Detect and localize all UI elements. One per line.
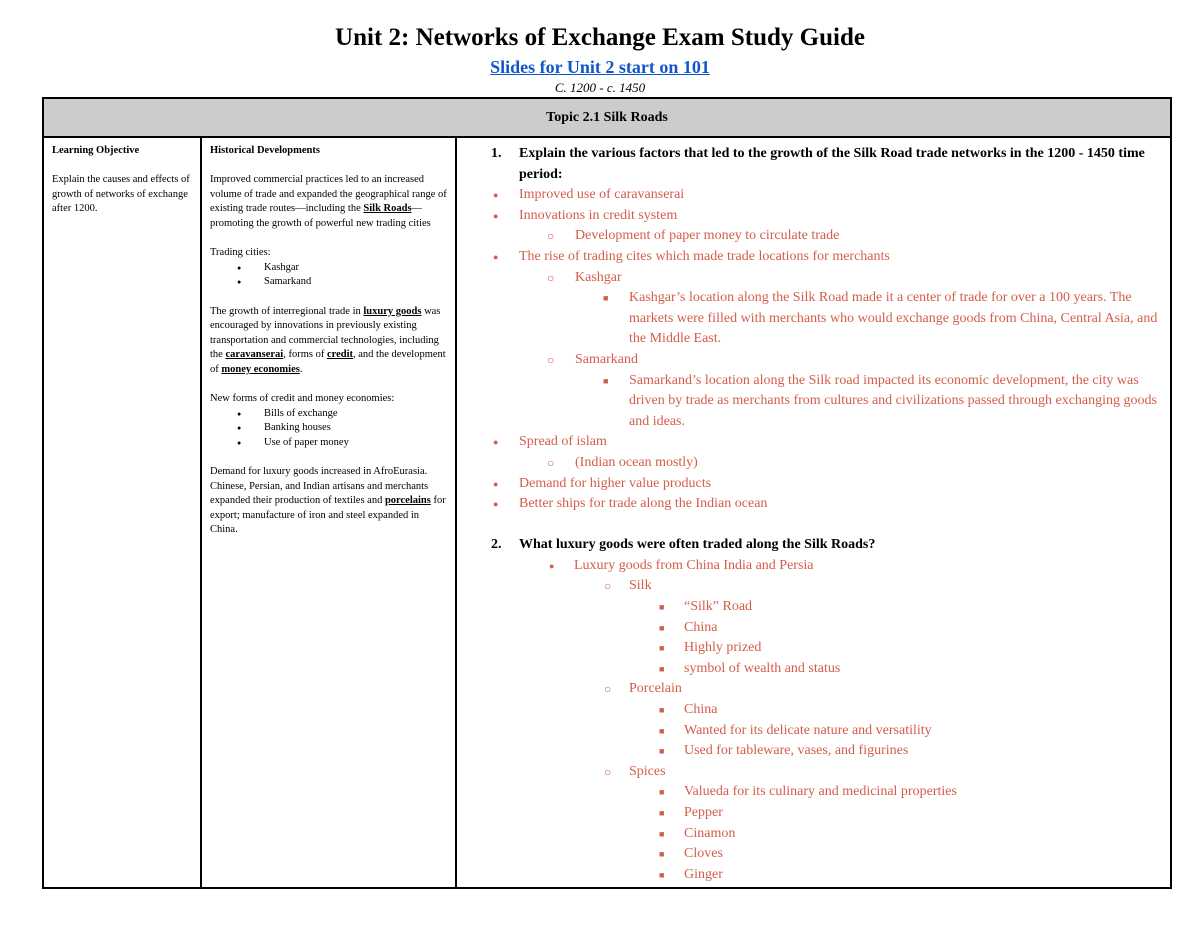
list-item: ● The rise of trading cites which made trade locations for merchants bbox=[493, 248, 890, 264]
list-item: ● Demand for higher value products bbox=[493, 475, 712, 491]
list-item: ■ Samarkand’s location along the Silk road impacted its economic development, the city was driven by trade as merchants from cultures and civilizations passed through exchanging goods and ideas. bbox=[603, 372, 1157, 429]
questions-cell bbox=[456, 137, 1171, 888]
trading-cities-label: Trading cities: bbox=[210, 247, 271, 259]
list-item: ■ Cinamon bbox=[659, 825, 736, 841]
list-item: ■ Kashgar’s location along the Silk Road made it a center of trade for over a 100 years. The markets were filled with merchants who would exchange goods from China, Central Asia, and the Middle East. bbox=[603, 290, 1158, 347]
date-range: C. 1200 - c. 1450 bbox=[554, 80, 646, 95]
list-item: ■ Used for tableware, vases, and figurines bbox=[659, 743, 909, 759]
list-item: ■ China bbox=[659, 619, 718, 635]
list-item: ● Improved use of caravanserai bbox=[493, 187, 685, 203]
list-item: ○ Silk bbox=[604, 578, 652, 594]
slides-link-line bbox=[0, 57, 1200, 78]
list-item: ● Kashgar bbox=[210, 261, 449, 276]
list-item: ○ Samarkand bbox=[547, 351, 638, 367]
question-1: 1. Explain the various factors that led to the growth of the Silk Road trade networks in the 1200 - 1450 time period: bbox=[491, 146, 1145, 182]
slides-link[interactable]: Slides for Unit 2 start on 101 bbox=[490, 57, 710, 77]
trading-cities-list bbox=[210, 261, 449, 290]
historical-paragraph-3: Demand for luxury goods increased in AfroEurasia. Chinese, Persian, and Indian artisans and merchants expanded their production of textiles and porcelains for export; manufacture of iron and steel expanded in China. bbox=[210, 466, 446, 536]
list-item: ● Innovations in credit system bbox=[493, 207, 678, 223]
list-item: ■ Cloves bbox=[659, 846, 723, 862]
list-item: ■ Ginger bbox=[659, 866, 723, 882]
list-item: ● Better ships for trade along the Indian ocean bbox=[493, 496, 768, 512]
list-item: ● Samarkand bbox=[210, 275, 449, 290]
list-item: ● Spread of islam bbox=[493, 434, 607, 450]
historical-paragraph-1: Improved commercial practices led to an increased volume of trade and expanded the geographical range of existing trade routes—including the Silk Roads—promoting the growth of powerful new trading cities bbox=[210, 174, 447, 229]
list-item: ■ Wanted for its delicate nature and versatility bbox=[659, 722, 932, 738]
list-item: ○ Porcelain bbox=[604, 681, 682, 697]
list-item: ● Use of paper money bbox=[210, 436, 449, 451]
list-item: ● Luxury goods from China India and Persia bbox=[549, 557, 814, 573]
learning-objective-heading: Learning Objective bbox=[52, 145, 140, 156]
silk-roads-term: Silk Roads bbox=[363, 203, 412, 215]
list-item: ■ Valueda for its culinary and medicinal properties bbox=[659, 784, 957, 800]
historical-paragraph-2: The growth of interregional trade in luxury goods was encouraged by innovations in previously existing transportation and commercial technologies, including the caravanserai, forms of credit, and the development of money economies. bbox=[210, 305, 446, 375]
list-item: ■ China bbox=[659, 702, 718, 718]
list-item: ■ “Silk” Road bbox=[659, 599, 753, 615]
page-title: Unit 2: Networks of Exchange Exam Study Guide bbox=[335, 24, 865, 51]
learning-objective-text: Explain the causes and effects of growth of networks of exchange after 1200. bbox=[52, 174, 190, 215]
learning-objective-cell bbox=[43, 137, 201, 888]
credit-label: New forms of credit and money economies: bbox=[210, 393, 395, 405]
historical-heading: Historical Developments bbox=[210, 145, 320, 156]
list-item: ■ symbol of wealth and status bbox=[659, 660, 841, 676]
historical-developments-cell bbox=[201, 137, 456, 888]
credit-list bbox=[210, 407, 449, 451]
list-item: ○ Spices bbox=[604, 763, 666, 779]
list-item: ● Bills of exchange bbox=[210, 407, 449, 422]
question-2: 2. What luxury goods were often traded along the Silk Roads? bbox=[491, 537, 876, 553]
list-item: ● Banking houses bbox=[210, 421, 449, 436]
list-item: ○ Development of paper money to circulate trade bbox=[547, 228, 840, 244]
list-item: ■ Pepper bbox=[659, 805, 723, 820]
list-item: ○ (Indian ocean mostly) bbox=[547, 454, 698, 470]
list-item: ■ Highly prized bbox=[659, 640, 762, 656]
topic-header: Topic 2.1 Silk Roads bbox=[43, 98, 1171, 137]
list-item: ○ Kashgar bbox=[547, 269, 622, 285]
study-guide-table bbox=[42, 97, 1172, 889]
